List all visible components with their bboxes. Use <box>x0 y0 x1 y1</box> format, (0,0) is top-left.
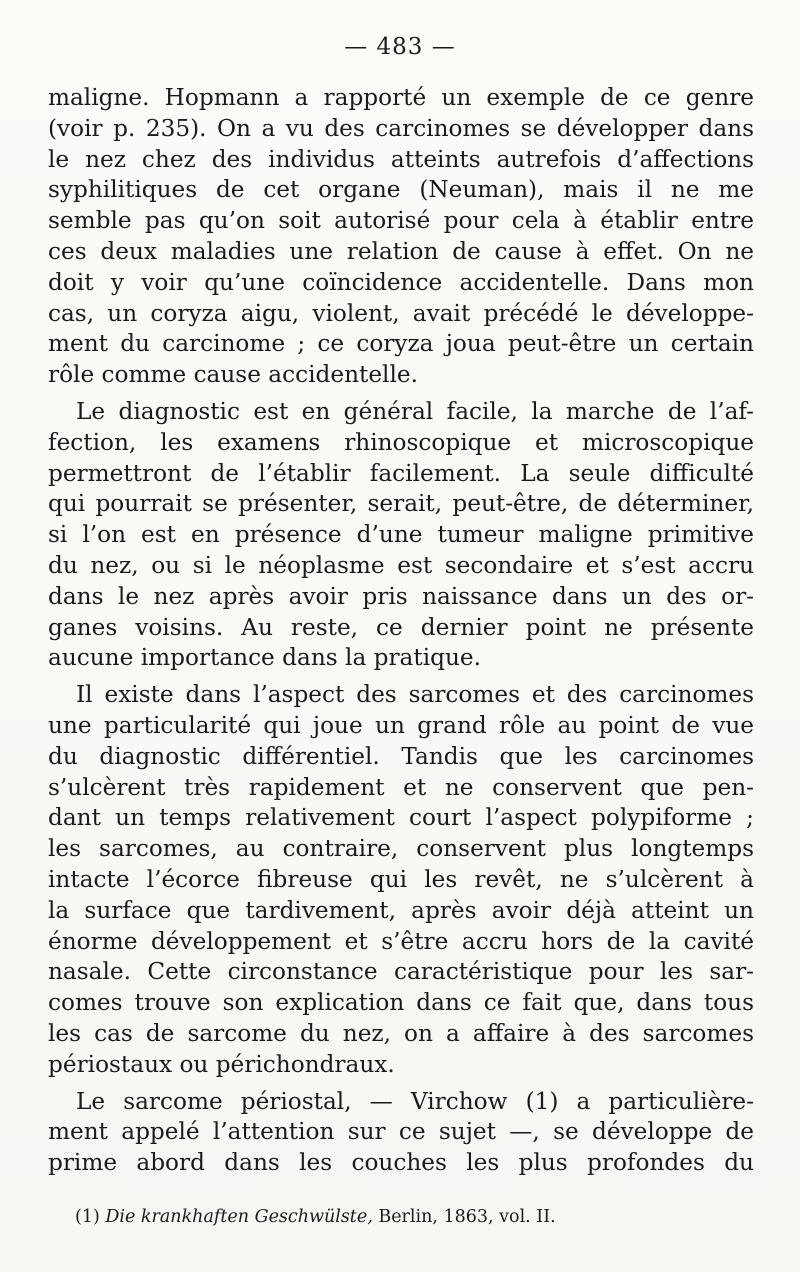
text-line: fection, les examens rhinoscopique et microscopique <box>48 428 754 456</box>
footnote-marker: (1) <box>75 1207 106 1227</box>
text-line: aucune importance dans la pratique. <box>48 644 481 672</box>
text-line: intacte l’écorce fibreuse qui les revêt, ne s’ulcèrent à <box>48 865 754 893</box>
paragraph-1 <box>48 83 754 391</box>
text-line: rôle comme cause accidentelle. <box>48 361 418 389</box>
text-line: ces deux maladies une relation de cause à effet. On ne <box>48 237 754 265</box>
paragraph-2 <box>48 397 754 674</box>
text-line: permettront de l’établir facilement. La seule difficulté <box>48 459 754 487</box>
paragraph-3 <box>48 680 754 1080</box>
text-line: la surface que tardivement, après avoir déjà atteint un <box>48 896 754 924</box>
footnote-citation: Berlin, 1863, vol. II. <box>372 1207 556 1227</box>
text-line: nasale. Cette circonstance caractéristique pour les sar- <box>48 958 754 986</box>
text-line: dans le nez après avoir pris naissance dans un des or- <box>48 582 754 610</box>
text-line: les cas de sarcome du nez, on a affaire à des sarcomes <box>48 1019 754 1047</box>
text-line: comes trouve son explication dans ce fait que, dans tous <box>48 989 754 1017</box>
text-line: ment du carcinome ; ce coryza joua peut-être un certain <box>48 330 754 358</box>
text-line: périostaux ou périchondraux. <box>48 1050 395 1078</box>
text-line: cas, un coryza aigu, violent, avait précédé le développe- <box>48 299 754 327</box>
text-line: maligne. Hopmann a rapporté un exemple de ce genre <box>48 84 754 111</box>
page-number: — 483 — <box>344 34 456 60</box>
text-line: ganes voisins. Au reste, ce dernier point ne présente <box>48 613 754 641</box>
text-line: doit y voir qu’une coïncidence accidentelle. Dans mon <box>48 268 754 296</box>
paragraph-4 <box>48 1087 754 1179</box>
text-line: si l’on est en présence d’une tumeur maligne primitive <box>48 521 754 549</box>
text-line: s’ulcèrent très rapidement et ne conservent que pen- <box>48 773 754 801</box>
text-line: Le sarcome périostal, — Virchow (1) a particulière- <box>76 1087 754 1115</box>
text-line: dant un temps relativement court l’aspect polypiforme ; <box>48 804 754 832</box>
text-line: du nez, ou si le néoplasme est secondaire et s’est accru <box>48 551 754 579</box>
text-line: Le diagnostic est en général facile, la marche de l’af- <box>76 397 754 425</box>
text-line: du diagnostic différentiel. Tandis que les carcinomes <box>48 742 754 770</box>
text-line: prime abord dans les couches les plus profondes du <box>48 1149 754 1177</box>
footnote-title: Die krankhaften Geschwülste, <box>105 1207 373 1227</box>
text-line: Il existe dans l’aspect des sarcomes et des carcinomes <box>76 681 754 709</box>
text-line: ment appelé l’attention sur ce sujet —, se développe de <box>48 1118 754 1146</box>
body-text <box>48 83 754 1179</box>
text-line: semble pas qu’on soit autorisé pour cela à établir entre <box>48 207 754 235</box>
text-line: (voir p. 235). On a vu des carcinomes se développer dans <box>48 114 754 142</box>
text-line: les sarcomes, au contraire, conservent plus longtemps <box>48 835 754 863</box>
footnote <box>75 1207 556 1227</box>
text-line: énorme développement et s’être accru hors de la cavité <box>48 927 754 955</box>
text-line: le nez chez des individus atteints autrefois d’affections <box>48 145 754 173</box>
text-line: qui pourrait se présenter, serait, peut-être, de déterminer, <box>48 490 754 518</box>
text-line: une particularité qui joue un grand rôle au point de vue <box>48 711 754 739</box>
text-line: syphilitiques de cet organe (Neuman), mais il ne me <box>48 176 754 204</box>
